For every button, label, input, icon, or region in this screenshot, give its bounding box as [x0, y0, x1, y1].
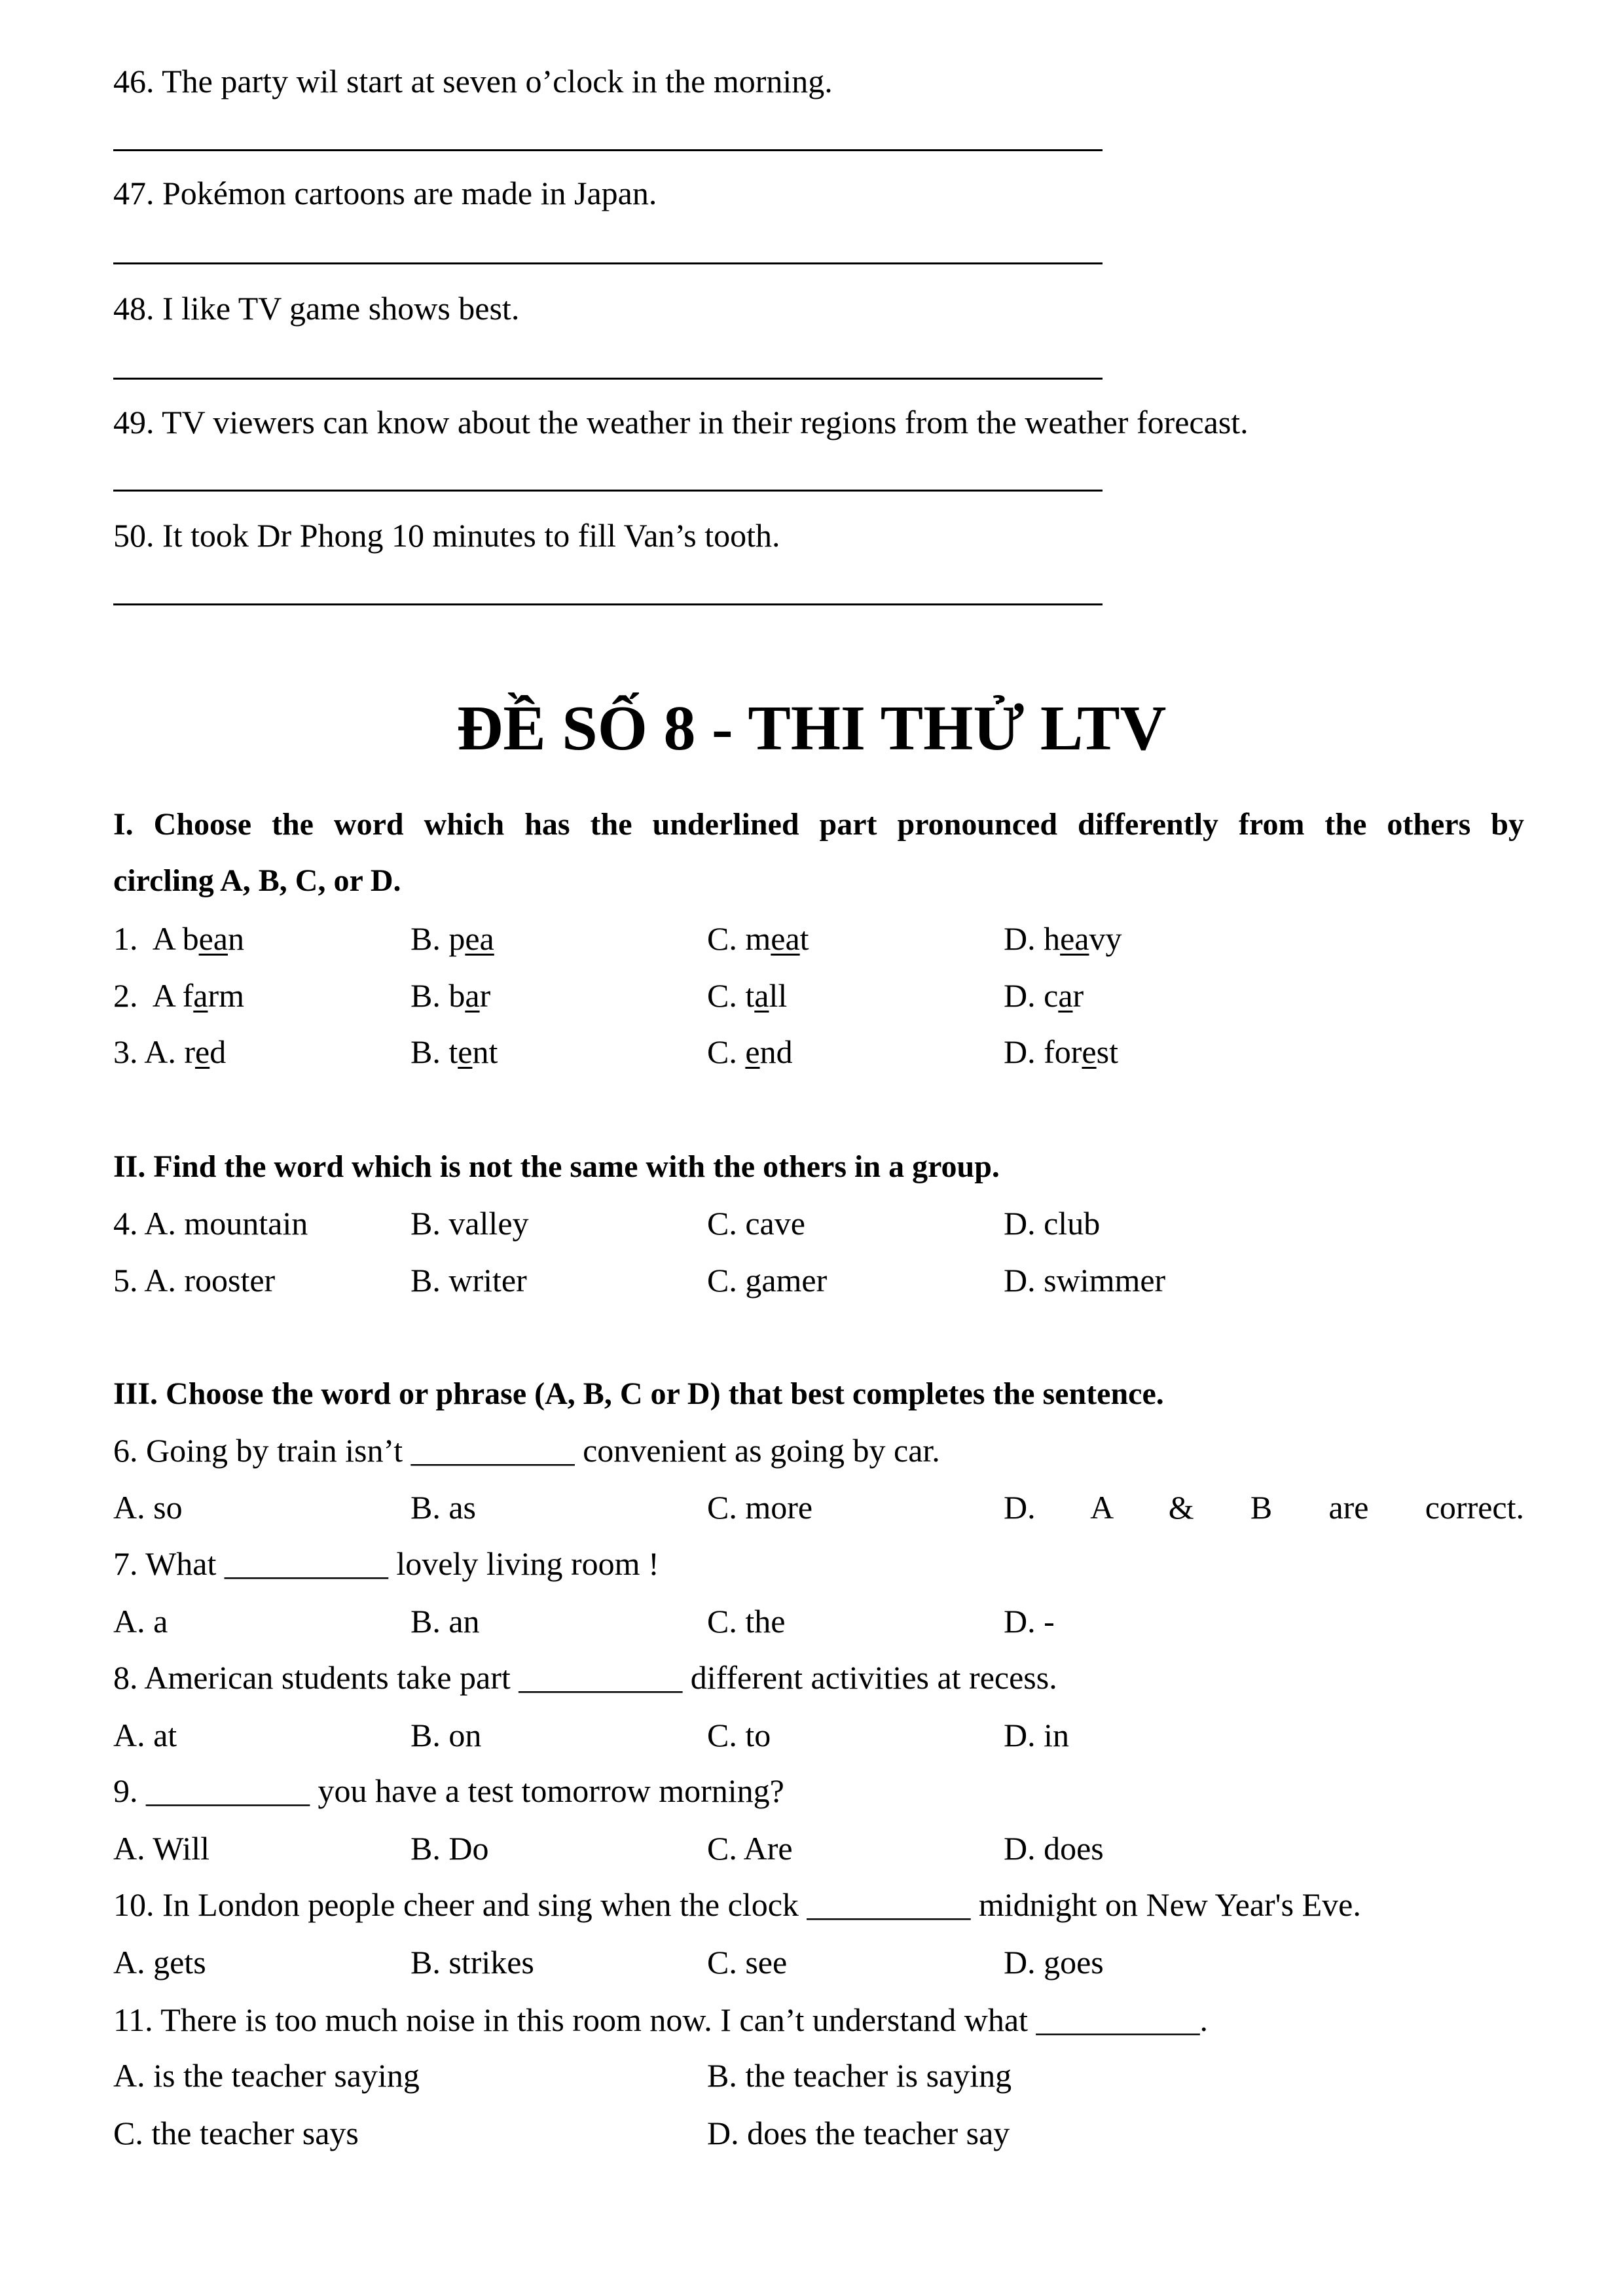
option-a[interactable]: A. gets: [113, 1944, 206, 1981]
option-a: [113, 919, 244, 958]
option-c[interactable]: C. see: [707, 1944, 788, 1981]
word-part: t: [799, 920, 809, 957]
word-part: m: [745, 920, 771, 957]
section2-heading: II. Find the word which is not the same with the others in a group.: [113, 1149, 1000, 1184]
word-part: nt: [472, 1033, 498, 1070]
exam-title: ĐỀ SỐ 8 - THI THỬ LTV: [456, 693, 1167, 764]
option-a[interactable]: A. at: [113, 1717, 177, 1753]
option-label: D.: [1004, 920, 1044, 957]
option-label: C.: [707, 1033, 746, 1070]
option-d: [1004, 976, 1084, 1015]
section1-heading-line1: I. Choose the word which has the underlined part pronounced differently from the others by: [113, 807, 1524, 842]
option-label: 1. A: [113, 920, 183, 957]
word-part: r: [479, 977, 491, 1014]
underlined-part: e: [1082, 1033, 1097, 1070]
underlined-part: e: [745, 1033, 760, 1070]
question-stem: 11. There is too much noise in this room now. I can’t understand what __________.: [113, 2001, 1208, 2038]
word-part: n: [227, 920, 244, 957]
option-c[interactable]: C. Are: [707, 1830, 793, 1867]
underlined-part: ea: [771, 920, 800, 957]
word-part: r: [184, 1033, 196, 1070]
option-a: 5. A. rooster: [113, 1262, 276, 1299]
option-a[interactable]: A. is the teacher saying: [113, 2057, 420, 2094]
transform-item: 49. TV viewers can know about the weather in their regions from the weather forecast.: [113, 404, 1249, 440]
option-c[interactable]: C. to: [707, 1717, 771, 1753]
option-label: B.: [410, 1033, 449, 1070]
word-part: ll: [769, 977, 788, 1014]
word-part: st: [1096, 1033, 1118, 1070]
word-part: vy: [1089, 920, 1122, 957]
answer-line[interactable]: [113, 378, 1103, 380]
word-part: p: [448, 920, 465, 957]
word-part: c: [1044, 977, 1059, 1014]
option-c: [707, 919, 809, 958]
option-b: B. valley: [410, 1205, 529, 1242]
option-d[interactable]: D. A & B are correct.: [1004, 1489, 1524, 1526]
question-stem: 10. In London people cheer and sing when the clock __________ midnight on New Year's Eve.: [113, 1886, 1361, 1923]
option-label: D.: [1004, 977, 1044, 1014]
option-a[interactable]: A. Will: [113, 1830, 210, 1867]
word-part: t: [448, 1033, 458, 1070]
option-label: D.: [1004, 1033, 1044, 1070]
answer-line[interactable]: [113, 490, 1103, 492]
option-c: [707, 976, 787, 1015]
option-a: 4. A. mountain: [113, 1205, 308, 1242]
underlined-part: a: [465, 977, 480, 1014]
option-c: C. gamer: [707, 1262, 828, 1299]
option-label: C.: [707, 920, 746, 957]
underlined-part: a: [1058, 977, 1073, 1014]
question-stem: 7. What __________ lovely living room !: [113, 1545, 659, 1582]
word-part: rm: [208, 977, 244, 1014]
underlined-part: ea: [198, 920, 228, 957]
word-part: nd: [759, 1033, 793, 1070]
section1-heading: [113, 797, 1524, 909]
option-a: [113, 1032, 226, 1071]
underlined-part: ea: [1060, 920, 1089, 957]
option-b[interactable]: B. Do: [410, 1830, 489, 1867]
transform-item: 46. The party wil start at seven o’clock in the morning.: [113, 63, 833, 99]
option-d: [1004, 1032, 1118, 1071]
option-label: C.: [707, 977, 746, 1014]
underlined-part: a: [193, 977, 208, 1014]
underlined-part: a: [754, 977, 769, 1014]
option-a[interactable]: A. a: [113, 1603, 168, 1640]
word-part: d: [210, 1033, 227, 1070]
question-stem: 8. American students take part __________ different activities at recess.: [113, 1659, 1057, 1696]
option-c: C. cave: [707, 1205, 805, 1242]
section1-heading-line2: circling A, B, C, or D.: [113, 863, 401, 898]
word-part: t: [745, 977, 755, 1014]
option-d[interactable]: D. does: [1004, 1830, 1104, 1867]
option-d[interactable]: D. in: [1004, 1717, 1069, 1753]
option-b: [410, 919, 494, 958]
question-stem: 9. __________ you have a test tomorrow morning?: [113, 1772, 784, 1809]
option-b: B. writer: [410, 1262, 527, 1299]
word-part: r: [1072, 977, 1084, 1014]
answer-line[interactable]: [113, 149, 1103, 151]
option-d[interactable]: D. goes: [1004, 1944, 1104, 1981]
option-b: [410, 1032, 498, 1071]
word-part: f: [182, 977, 194, 1014]
transform-item: 47. Pokémon cartoons are made in Japan.: [113, 175, 657, 211]
underlined-part: ea: [465, 920, 494, 957]
option-b[interactable]: B. an: [410, 1603, 480, 1640]
option-b[interactable]: B. the teacher is saying: [707, 2057, 1012, 2094]
option-label: 3. A.: [113, 1033, 185, 1070]
section3-heading: III. Choose the word or phrase (A, B, C or D) that best completes the sentence.: [113, 1376, 1164, 1411]
option-b[interactable]: B. as: [410, 1489, 476, 1526]
option-b[interactable]: B. on: [410, 1717, 482, 1753]
option-c[interactable]: C. the: [707, 1603, 786, 1640]
option-d: D. swimmer: [1004, 1262, 1166, 1299]
option-label: 2. A: [113, 977, 183, 1014]
option-a[interactable]: A. so: [113, 1489, 183, 1526]
answer-line[interactable]: [113, 262, 1103, 264]
option-d[interactable]: D. does the teacher say: [707, 2115, 1010, 2151]
option-c[interactable]: C. more: [707, 1489, 813, 1526]
underlined-part: e: [195, 1033, 210, 1070]
option-a: [113, 976, 244, 1015]
option-label: B.: [410, 920, 449, 957]
word-part: h: [1044, 920, 1061, 957]
underlined-part: e: [458, 1033, 473, 1070]
option-d: D. club: [1004, 1205, 1101, 1242]
question-stem: 6. Going by train isn’t __________ convenient as going by car.: [113, 1432, 940, 1469]
option-b[interactable]: B. strikes: [410, 1944, 534, 1981]
option-c: [707, 1032, 793, 1071]
word-part: for: [1044, 1033, 1082, 1070]
transform-item: 50. It took Dr Phong 10 minutes to fill Van’s tooth.: [113, 517, 780, 554]
option-d: [1004, 919, 1122, 958]
option-d[interactable]: D. -: [1004, 1603, 1055, 1640]
transform-item: 48. I like TV game shows best.: [113, 290, 520, 327]
option-b: [410, 976, 490, 1015]
option-c[interactable]: C. the teacher says: [113, 2115, 359, 2151]
word-part: b: [182, 920, 199, 957]
word-part: b: [448, 977, 465, 1014]
option-label: B.: [410, 977, 449, 1014]
answer-line[interactable]: [113, 603, 1103, 605]
